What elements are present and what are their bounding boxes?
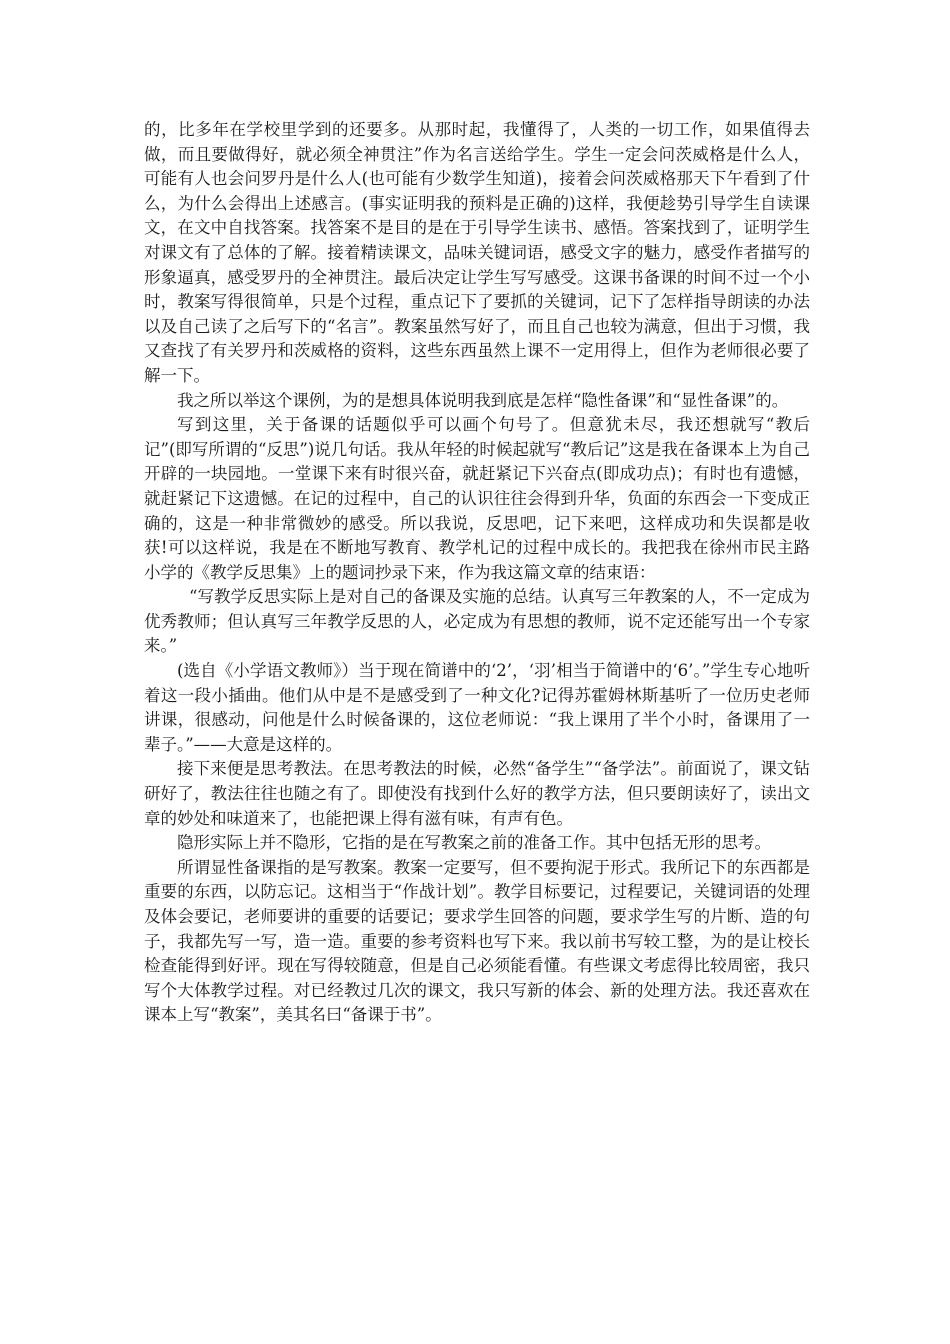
paragraph-lesson-example: 的，比多年在学校里学到的还要多。从那时起，我懂得了，人类的一切工作，如果值得去做，而且要做得好，就必须全神贯注”作为名言送给学生。学生一定会问茨威格是什么人，可能有人也会问罗丹是什么人(也可能有少数学生知道)，接着会问茨威格那天下午看到了什么，为什么会得出上述感言。(事实证明我的预料是正确的)这样，我便趁势引导学生自读课文，在文中自找答案。找答案不是目的是在于引导学生读书、感悟。答案找到了，证明学生对课文有了总体的了解。接着精读课文，品味关键词语，感受文字的魅力，感受作者描写的形象逼真，感受罗丹的全神贯注。最后决定让学生写写感受。这课书备课的时间不过一个小时，教案写得很简单，只是个过程，重点记下了要抓的关键词，记下了怎样指导朗读的办法以及自己读了之后写下的“名言”。教案虽然写好了，而且自己也较为满意，但出于习惯，我又查找了有关罗丹和茨威格的资料，这些东西虽然上课不一定用得上，但作为老师很必要了解一下。 [144, 120, 810, 385]
paragraph-explicit-preparation: 所谓显性备课指的是写教案。教案一定要写，但不要拘泥于形式。我所记下的东西都是重要的东西，以防忘记。这相当于“作战计划”。教学目标要记，过程要记，关键词语的处理及体会要记，老师要讲的重要的话要记；要求学生回答的问题，要求学生写的片断、造的句子，我都先写一写，造一造。重要的参考资料也写下来。我以前书写较工整，为的是让校长检查能得到好评。现在写得较随意，但是自己必须能看懂。有些课文考虑得比较周密，我只写个大体教学过程。对已经教过几次的课文，我只写新的体会、新的处理方法。我还喜欢在课本上写“教案”，美其名曰“备课于书”。 [144, 857, 810, 1025]
paragraph-teaching-method: 接下来便是思考教法。在思考教法的时候，必然“备学生”“备学法”。前面说了，课文钻研好了，教法往往也随之有了。即使没有找到什么好的教学方法，但只要朗读好了，读出文章的妙处和味道来了，也能把课上得有滋有味，有声有色。 [144, 759, 810, 828]
paragraph-implicit-preparation: 隐形实际上并不隐形，它指的是在写教案之前的准备工作。其中包括无形的思考。 [177, 833, 771, 853]
paragraph-quote: “写教学反思实际上是对自己的备课及实施的总结。认真写三年教案的人，不一定成为优秀教师；但认真写三年教学反思的人，必定成为有思想的教师，说不定还能写出一个专家来。” [144, 587, 810, 656]
document-body [144, 118, 810, 1028]
paragraph-reflection: 写到这里，关于备课的话题似乎可以画个句号了。但意犹未尽，我还想就写“教后记”(即写所谓的“反思”)说几句话。我从年轻的时候起就写“教后记”这是我在备课本上为自己开辟的一块园地。一堂课下来有时很兴奋，就赶紧记下兴奋点(即成功点)；有时也有遗憾，就赶紧记下这遗憾。在记的过程中，自己的认识往往会得到升华，负面的东西会一下变成正确的，这是一种非常微妙的感受。所以我说，反思吧，记下来吧，这样成功和失误都是收获!可以这样说，我是在不断地写教育、教学札记的过程中成长的。我把我在徐州市民主路小学的《教学反思集》上的题词抄录下来，作为我这篇文章的结束语： [144, 415, 810, 582]
paragraph-source-note: (选自《小学语文教师》）当于现在简谱中的‘2’，‘羽’相当于简谱中的‘6’。”学生专心地听着这一段小插曲。他们从中是不是感受到了一种文化?记得苏霍姆林斯基听了一位历史老师讲课，很感动，问他是什么时候备课的，这位老师说：“我上课用了半个小时，备课用了一辈子。”——大意是这样的。 [144, 661, 810, 754]
paragraph-purpose: 我之所以举这个课例，为的是想具体说明我到底是怎样“隐性备课”和“显性备课”的。 [177, 390, 789, 410]
